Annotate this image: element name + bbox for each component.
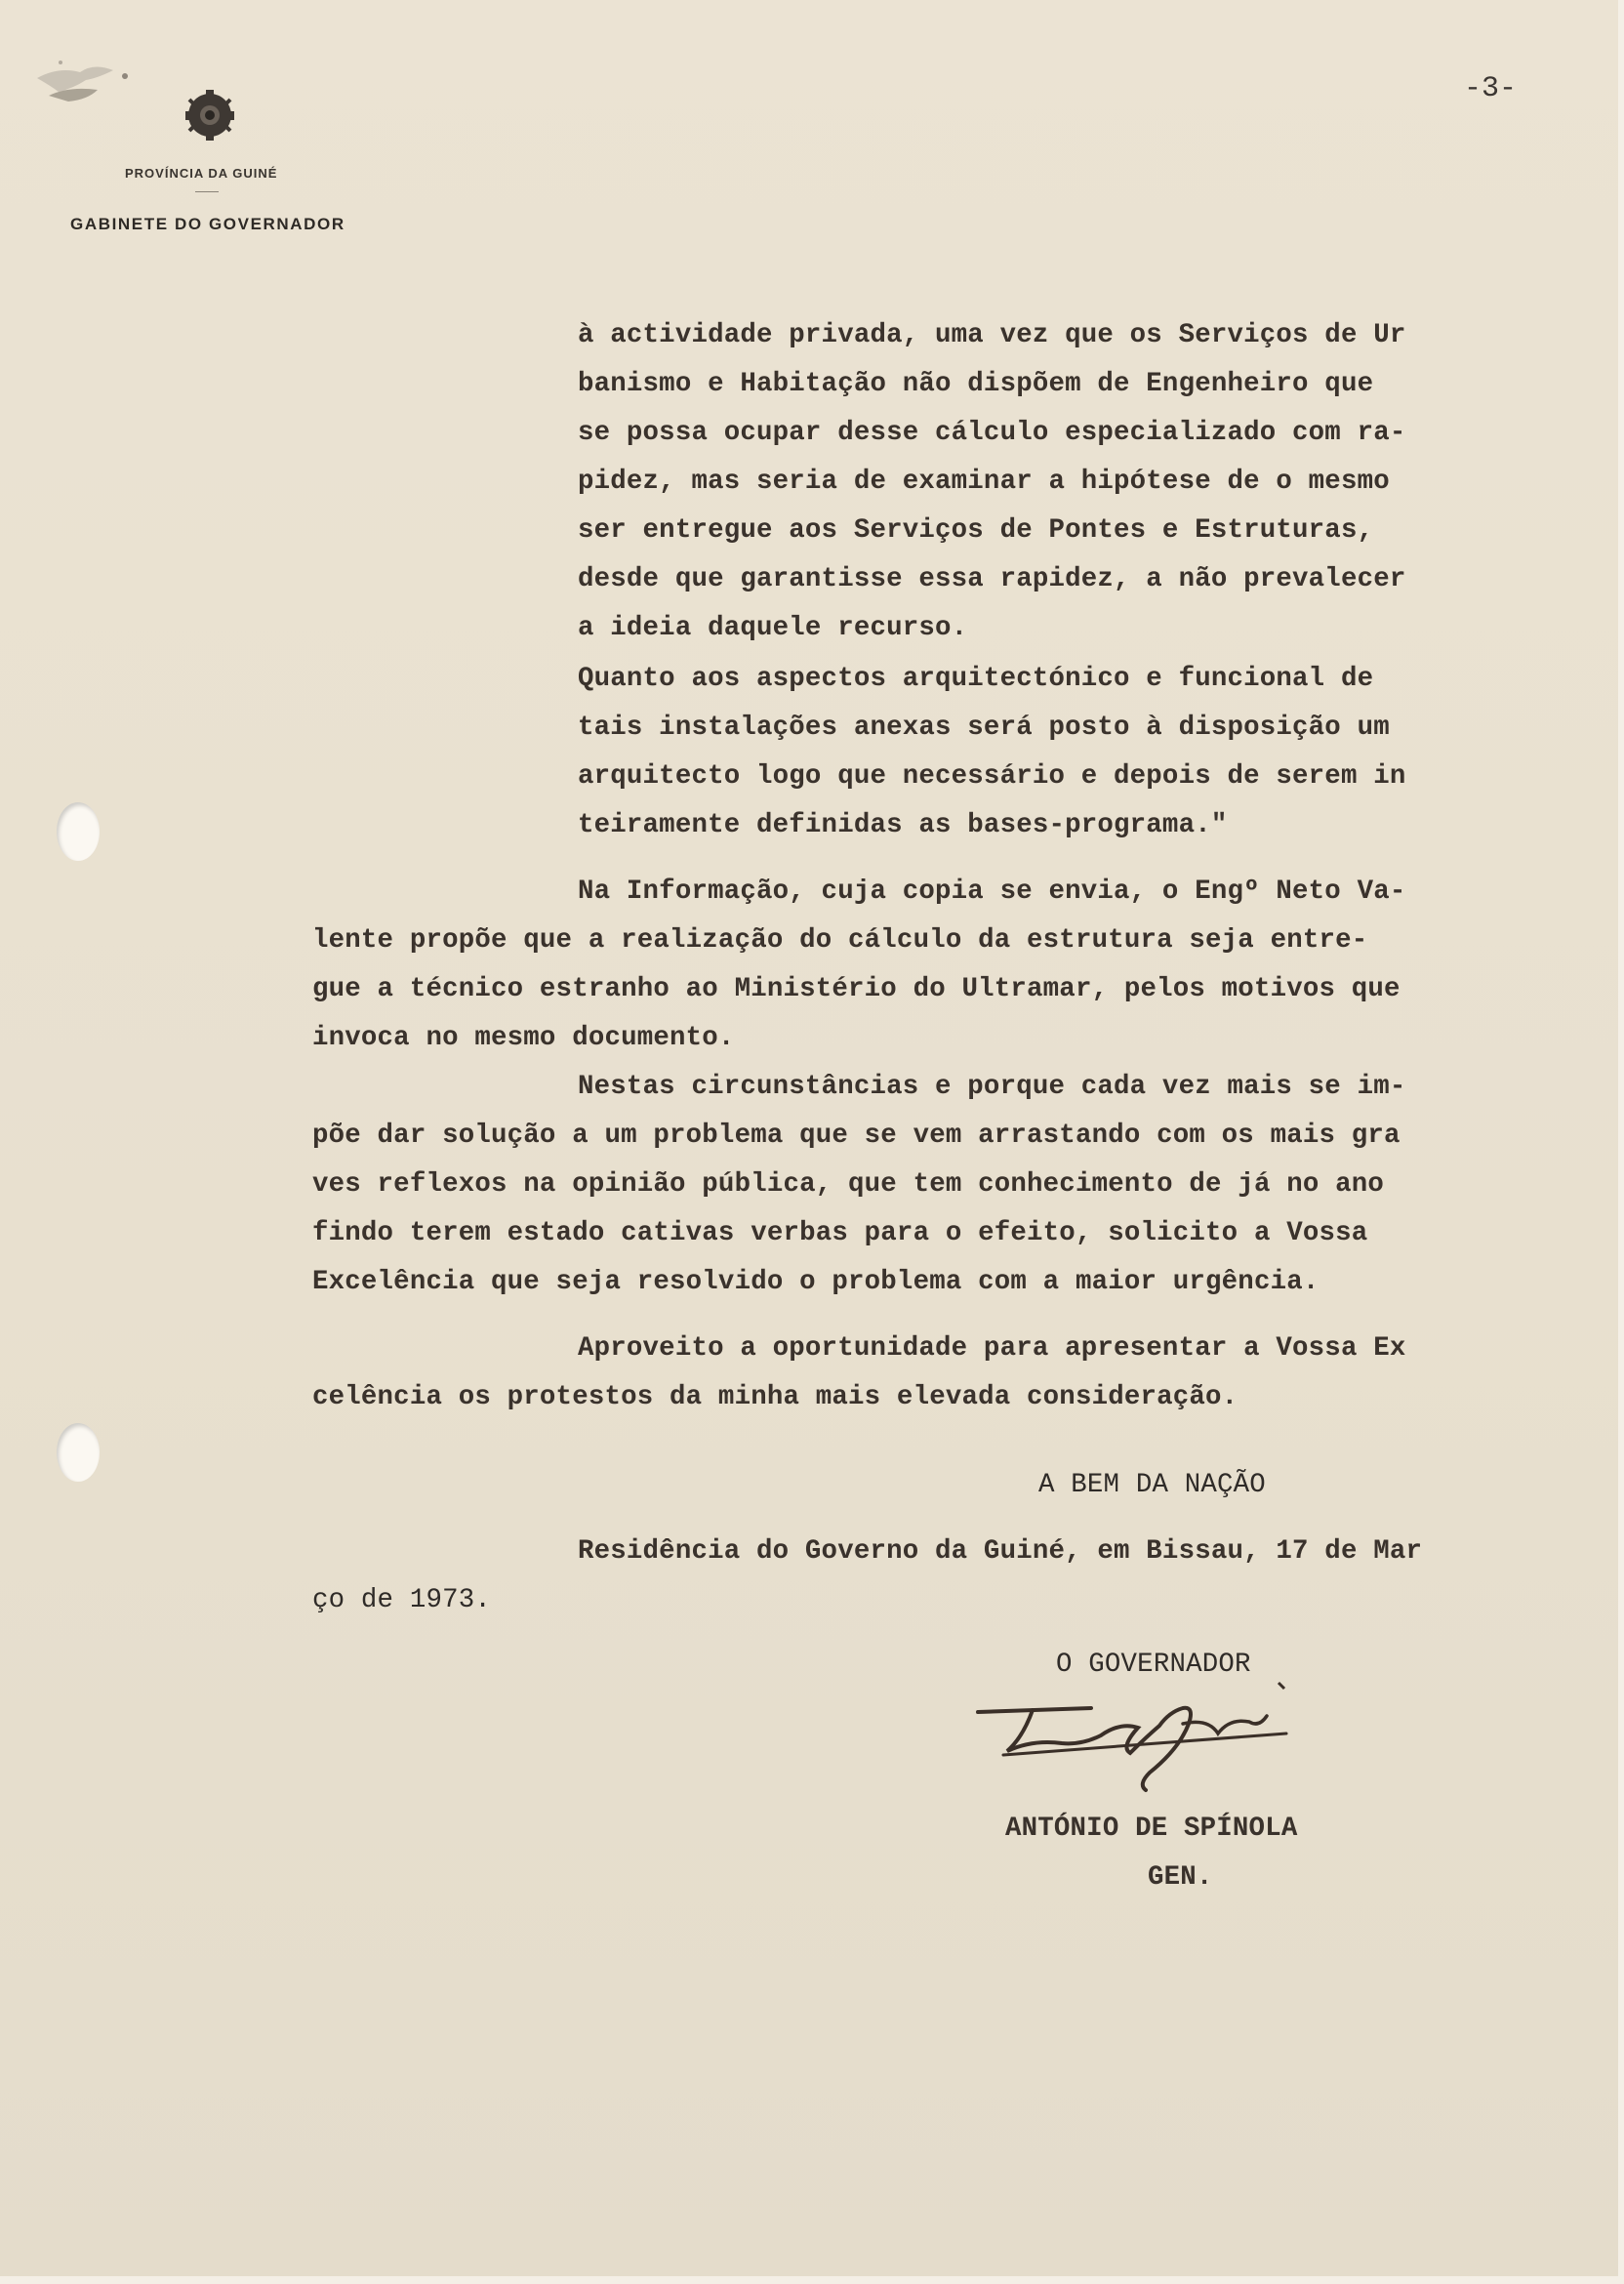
body-line: findo terem estado cativas verbas para o efeito, solicito a Vossa (312, 1218, 1368, 1248)
body-line: celência os protestos da minha mais elevada consideração. (312, 1382, 1238, 1412)
body-line: pidez, mas seria de examinar a hipótese de o mesmo (578, 467, 1390, 497)
closing-place-date: Residência do Governo da Guiné, em Bissau, 17 de Mar (578, 1536, 1423, 1567)
body-line: Nestas circunstâncias e porque cada vez mais se im- (578, 1072, 1406, 1102)
body-line: à actividade privada, uma vez que os Serviços de Ur (578, 320, 1406, 350)
page-edge-right (1618, 0, 1624, 2284)
body-line: ser entregue aos Serviços de Pontes e Estruturas, (578, 515, 1374, 546)
body-line: lente propõe que a realização do cálculo da estrutura seja entre- (312, 925, 1368, 956)
closing-motto: A BEM DA NAÇÃO (1038, 1470, 1266, 1500)
letterhead-cabinet: GABINETE DO GOVERNADOR (70, 215, 345, 233)
body-line: Na Informação, cuja copia se envia, o Engº Neto Va- (578, 877, 1406, 907)
body-line: põe dar solução a um problema que se vem arrastando com os mais gra (312, 1121, 1401, 1151)
stamp-mark-icon (29, 57, 146, 115)
signatory-rank: GEN. (1148, 1862, 1213, 1893)
coat-of-arms-icon (176, 84, 244, 146)
letterhead-province: PROVÍNCIA DA GUINÉ (125, 166, 278, 181)
letterhead-divider (195, 191, 219, 192)
signatory-role: O GOVERNADOR (1056, 1650, 1251, 1680)
page-edge-bottom (0, 2276, 1624, 2284)
body-line: Excelência que seja resolvido o problema com a maior urgência. (312, 1267, 1320, 1297)
handwritten-signature (974, 1679, 1306, 1796)
body-line: Quanto aos aspectos arquitectónico e funcional de (578, 664, 1374, 694)
body-line: tais instalações anexas será posto à disposição um (578, 713, 1390, 743)
body-line: desde que garantisse essa rapidez, a não prevalecer (578, 564, 1406, 594)
page-number: -3- (1464, 72, 1518, 105)
body-line: arquitecto logo que necessário e depois de serem in (578, 761, 1406, 792)
body-line: se possa ocupar desse cálculo especializado com ra- (578, 418, 1406, 448)
body-line: invoca no mesmo documento. (312, 1023, 735, 1053)
signatory-name: ANTÓNIO DE SPÍNOLA (1005, 1814, 1298, 1844)
body-line: ves reflexos na opinião pública, que tem conhecimento de já no ano (312, 1169, 1385, 1200)
closing-place-date-cont: ço de 1973. (312, 1585, 492, 1615)
punch-hole-top (57, 802, 100, 861)
body-line: banismo e Habitação não dispõem de Engenheiro que (578, 369, 1374, 399)
body-line: a ideia daquele recurso. (578, 613, 968, 643)
body-line: teiramente definidas as bases-programa." (578, 810, 1228, 840)
punch-hole-bottom (57, 1423, 100, 1482)
body-line: Aproveito a oportunidade para apresentar a Vossa Ex (578, 1333, 1406, 1364)
body-line: gue a técnico estranho ao Ministério do Ultramar, pelos motivos que (312, 974, 1401, 1004)
